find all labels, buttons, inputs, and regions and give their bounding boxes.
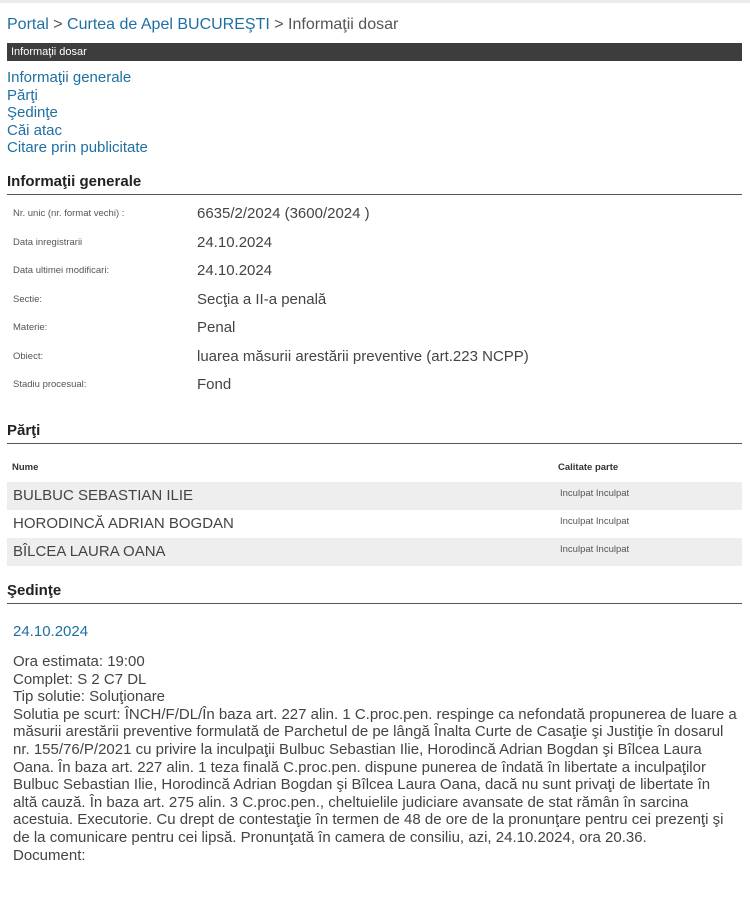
general-info-table [7,205,742,405]
info-row-section [7,291,742,320]
breadcrumb-separator: > [274,16,284,33]
info-value: 24.10.2024 [197,233,273,251]
nav-link-sessions[interactable]: Şedinţe [7,104,58,122]
party-quality: Inculpat Inculpat [560,488,630,499]
info-row-registration-date [7,234,742,263]
breadcrumb-current: Informaţii dosar [288,16,399,33]
column-header-quality: Calitate parte [558,462,619,473]
info-label: Stadiu procesual: [13,379,87,390]
parties-heading: Părţi [7,422,742,444]
table-row [7,482,742,510]
info-row-case-number [7,205,742,234]
info-row-matter [7,319,742,348]
parties-table [7,482,742,566]
session-solution-summary: Solutia pe scurt: ÎNCH/F/DL/În baza art. 227 alin. 1 C.proc.pen. respinge ca nefondată propunerea de luare a măsurii arestării preventive formulată de Parchetul de pe lângă Înalta Curte de Casaţie şi Justiţie în dosarul nr. 155/76/P/2021 cu privire la inculpaţii Bulbuc Sebastian Ilie, Horodincă Adrian Bogdan şi Bîlcea Laura Oana. În baza art. 227 alin. 1 teza finală C.proc.pen. dispune punerea de îndată în libertate a inculpaţilor Bulbuc Sebastian Ilie, Horodincă Adrian Bogdan şi Bîlcea Laura Oana, dacă nu sunt privaţi de libertate în altă cauză. În baza art. 275 alin. 3 C.proc.pen., cheltuielile judiciare avansate de stat rămân în sarcina acestuia. Executorie. Cu drept de contestaţie în termen de 48 de ore de la pronunţare pentru cei prezenţi şi de la comunicare pentru cei lipsă. Pronunţată în camera de consiliu, azi, 24.10.2024, ora 20.36. [13,705,737,846]
info-value: Penal [197,319,236,336]
session-panel: Complet: S 2 C7 DL [13,670,147,688]
section-header-bar: Informaţii dosar [7,43,742,61]
nav-link-public-summons[interactable]: Citare prin publicitate [7,139,148,157]
info-label: Nr. unic (nr. format vechi) : [13,208,125,219]
info-row-procedural-stage [7,376,742,405]
table-row [7,510,742,538]
party-name: BÎLCEA LAURA OANA [13,543,166,560]
column-header-name: Nume [12,462,39,473]
breadcrumb-portal-link[interactable]: Portal [7,16,49,33]
info-label: Sectie: [13,293,43,305]
session-details [13,653,738,864]
info-value: luarea măsurii arestării preventive (art.223 NCPP) [197,347,529,365]
info-label: Data ultimei modificari: [13,265,110,276]
nav-link-parties[interactable]: Părţi [7,86,38,104]
session-document: Document: [13,846,86,864]
party-quality: Inculpat Inculpat [560,516,630,527]
info-row-last-modified [7,262,742,291]
session-solution-type: Tip solutie: Soluţionare [13,688,166,706]
nav-link-general-info[interactable]: Informaţii generale [7,69,132,86]
breadcrumb [7,15,398,35]
info-value: Secţia a II-a penală [197,290,327,308]
info-row-object [7,348,742,377]
info-label: Materie: [13,322,48,333]
info-value: 24.10.2024 [197,262,273,279]
info-label: Obiect: [13,350,44,362]
table-row [7,538,742,566]
session-estimated-time: Ora estimata: 19:00 [13,653,145,670]
party-name: HORODINCĂ ADRIAN BOGDAN [13,515,234,532]
general-info-heading: Informaţii generale [7,173,742,195]
anchor-nav [7,69,148,157]
info-value: 6635/2/2024 (3600/2024 ) [197,205,370,222]
session-date: 24.10.2024 [13,623,89,640]
breadcrumb-separator: > [53,16,63,33]
party-name: BULBUC SEBASTIAN ILIE [13,487,194,504]
sessions-heading: Şedinţe [7,582,742,604]
breadcrumb-court-link[interactable]: Curtea de Apel BUCUREŞTI [67,16,270,33]
nav-link-appeals[interactable]: Căi atac [7,121,63,139]
info-value: Fond [197,376,232,393]
top-divider [0,0,750,3]
party-quality: Inculpat Inculpat [560,544,630,555]
info-label: Data inregistrarii [13,236,83,248]
